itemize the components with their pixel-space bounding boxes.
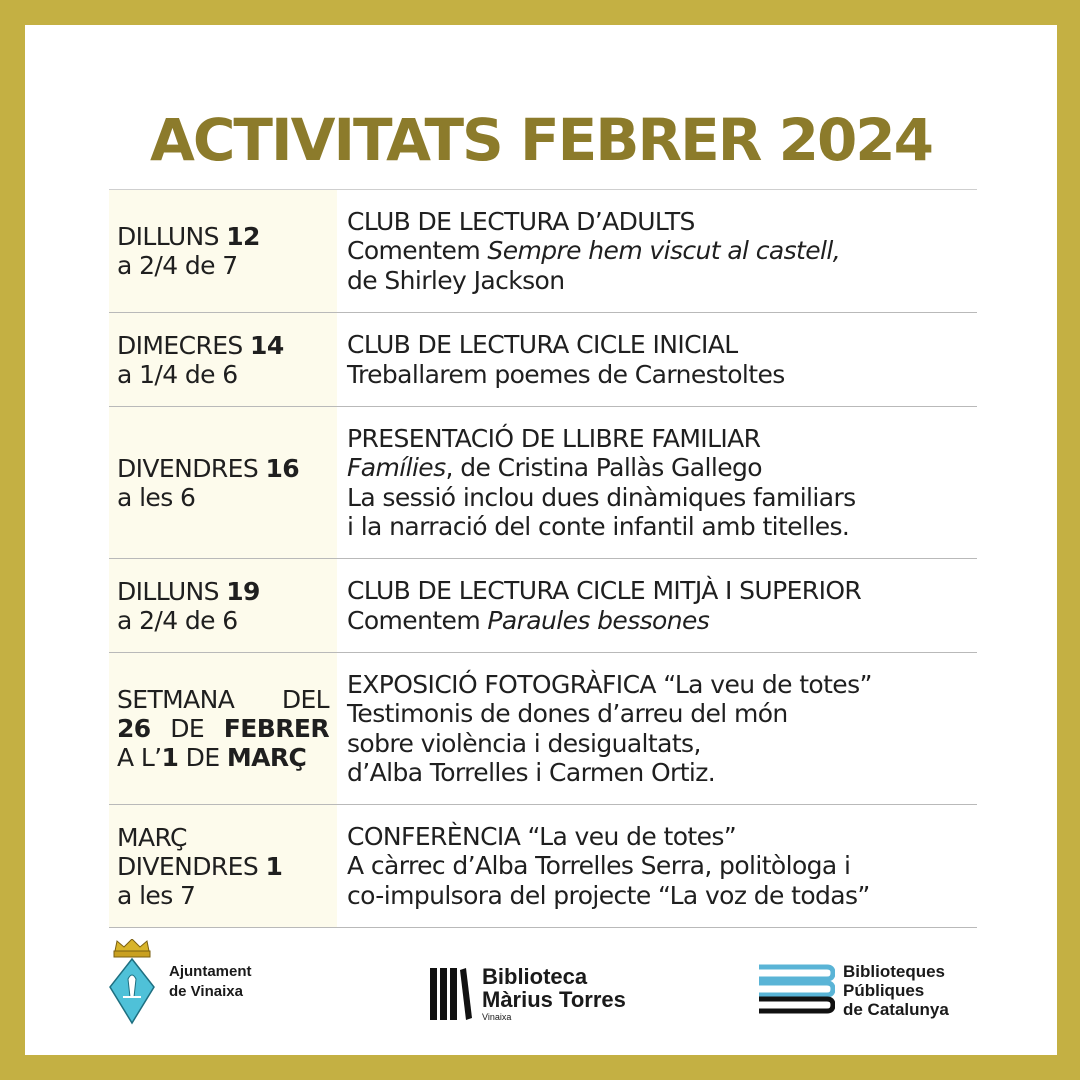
event-row <box>109 653 977 805</box>
ajuntament-line2: de Vinaixa <box>169 983 243 1000</box>
event-date <box>109 805 337 927</box>
event-text: sobre violència i desigualtats, <box>347 728 701 758</box>
event-date-text: SETMANA <box>117 685 235 714</box>
event-time: a 2/4 de 7 <box>117 251 238 280</box>
event-heading: EXPOSICIÓ FOTOGRÀFICA “La veu de totes” <box>347 669 872 699</box>
event-time: a les 7 <box>117 880 196 910</box>
bpc-logo <box>755 961 949 1019</box>
event-day-name: DIVENDRES <box>117 851 259 881</box>
event-date <box>109 559 337 652</box>
event-text: Treballarem poemes de Carnestoltes <box>347 359 785 389</box>
event-heading: CLUB DE LECTURA CICLE MITJÀ I SUPERIOR <box>347 576 862 605</box>
event-row <box>109 559 977 653</box>
ajuntament-line1: Ajuntament <box>169 963 252 980</box>
poster-card <box>25 25 1057 1055</box>
event-day-name: DIMECRES <box>117 330 243 360</box>
bpc-line1: Biblioteques <box>843 961 946 981</box>
stacked-books-icon <box>755 961 835 1019</box>
bpc-line3: de Catalunya <box>843 999 949 1019</box>
event-month: MARÇ <box>117 822 187 852</box>
footer-logos <box>25 935 1057 1035</box>
event-text: A càrrec d’Alba Torrelles Serra, politòloga i <box>347 851 851 881</box>
event-day-name: DILLUNS <box>117 222 219 251</box>
biblioteca-sub: Vinaixa <box>482 1012 512 1022</box>
event-day-number: 1 <box>265 851 283 881</box>
biblioteca-line1: Biblioteca <box>482 964 588 989</box>
event-text: La sessió inclou dues dinàmiques familiars <box>347 482 856 512</box>
event-text: , de Cristina Pallàs Gallego <box>445 453 762 482</box>
event-date <box>109 313 337 406</box>
event-day-number: 26 <box>117 714 151 743</box>
book-title: Sempre hem viscut al castell, <box>487 236 841 266</box>
event-month: MARÇ <box>226 743 307 772</box>
event-text: Comentem <box>347 605 488 635</box>
event-date-text: DE <box>170 714 205 743</box>
event-row <box>109 407 977 559</box>
event-date <box>109 190 337 312</box>
event-day-name: DIVENDRES <box>117 453 259 483</box>
event-details <box>337 190 977 312</box>
event-day-number: 14 <box>250 330 284 360</box>
event-time: a les 6 <box>117 482 196 512</box>
event-text: de Shirley Jackson <box>347 265 565 295</box>
event-date-text: DE <box>178 743 227 772</box>
event-text: Testimonis de dones d’arreu del món <box>347 699 788 728</box>
book-title: Paraules bessones <box>487 605 710 635</box>
event-time: a 2/4 de 6 <box>117 605 238 635</box>
biblioteca-logo <box>430 965 626 1023</box>
page-title: ACTIVITATS FEBRER 2024 <box>149 106 933 174</box>
event-row <box>109 313 977 407</box>
event-day-number: 12 <box>226 222 260 251</box>
book-title: Famílies <box>347 453 446 482</box>
event-time: a 1/4 de 6 <box>117 359 238 389</box>
books-icon <box>430 966 472 1022</box>
event-details <box>337 805 977 927</box>
event-day-number: 19 <box>226 576 260 606</box>
ajuntament-logo <box>109 939 252 1025</box>
event-day-number: 16 <box>265 453 300 483</box>
event-details <box>337 313 977 406</box>
event-heading: CLUB DE LECTURA CICLE INICIAL <box>347 330 738 359</box>
event-date <box>109 407 337 558</box>
event-text: co-impulsora del projecte “La voz de todas” <box>347 880 870 910</box>
event-heading: CLUB DE LECTURA D’ADULTS <box>347 206 695 236</box>
event-details <box>337 653 977 804</box>
event-text: Comentem <box>347 236 488 266</box>
event-day-number: 1 <box>161 743 179 772</box>
event-row <box>109 805 977 928</box>
event-day-name: DILLUNS <box>117 576 219 606</box>
event-details <box>337 407 977 558</box>
events-table <box>109 189 977 928</box>
event-details <box>337 559 977 652</box>
coat-of-arms-icon <box>109 939 155 1025</box>
event-date-text: DEL <box>281 685 329 714</box>
event-month: FEBRER <box>223 714 329 743</box>
event-heading: PRESENTACIÓ DE LLIBRE FAMILIAR <box>347 423 761 453</box>
event-date-text: A L’ <box>117 743 162 772</box>
bpc-line2: Públiques <box>843 980 925 1000</box>
event-row <box>109 190 977 313</box>
biblioteca-line2: Màrius Torres <box>482 987 626 1012</box>
event-text: i la narració del conte infantil amb titelles. <box>347 512 850 541</box>
event-heading: CONFERÈNCIA “La veu de totes” <box>347 821 737 851</box>
event-date <box>109 653 337 804</box>
event-text: d’Alba Torrelles i Carmen Ortiz. <box>347 758 716 787</box>
